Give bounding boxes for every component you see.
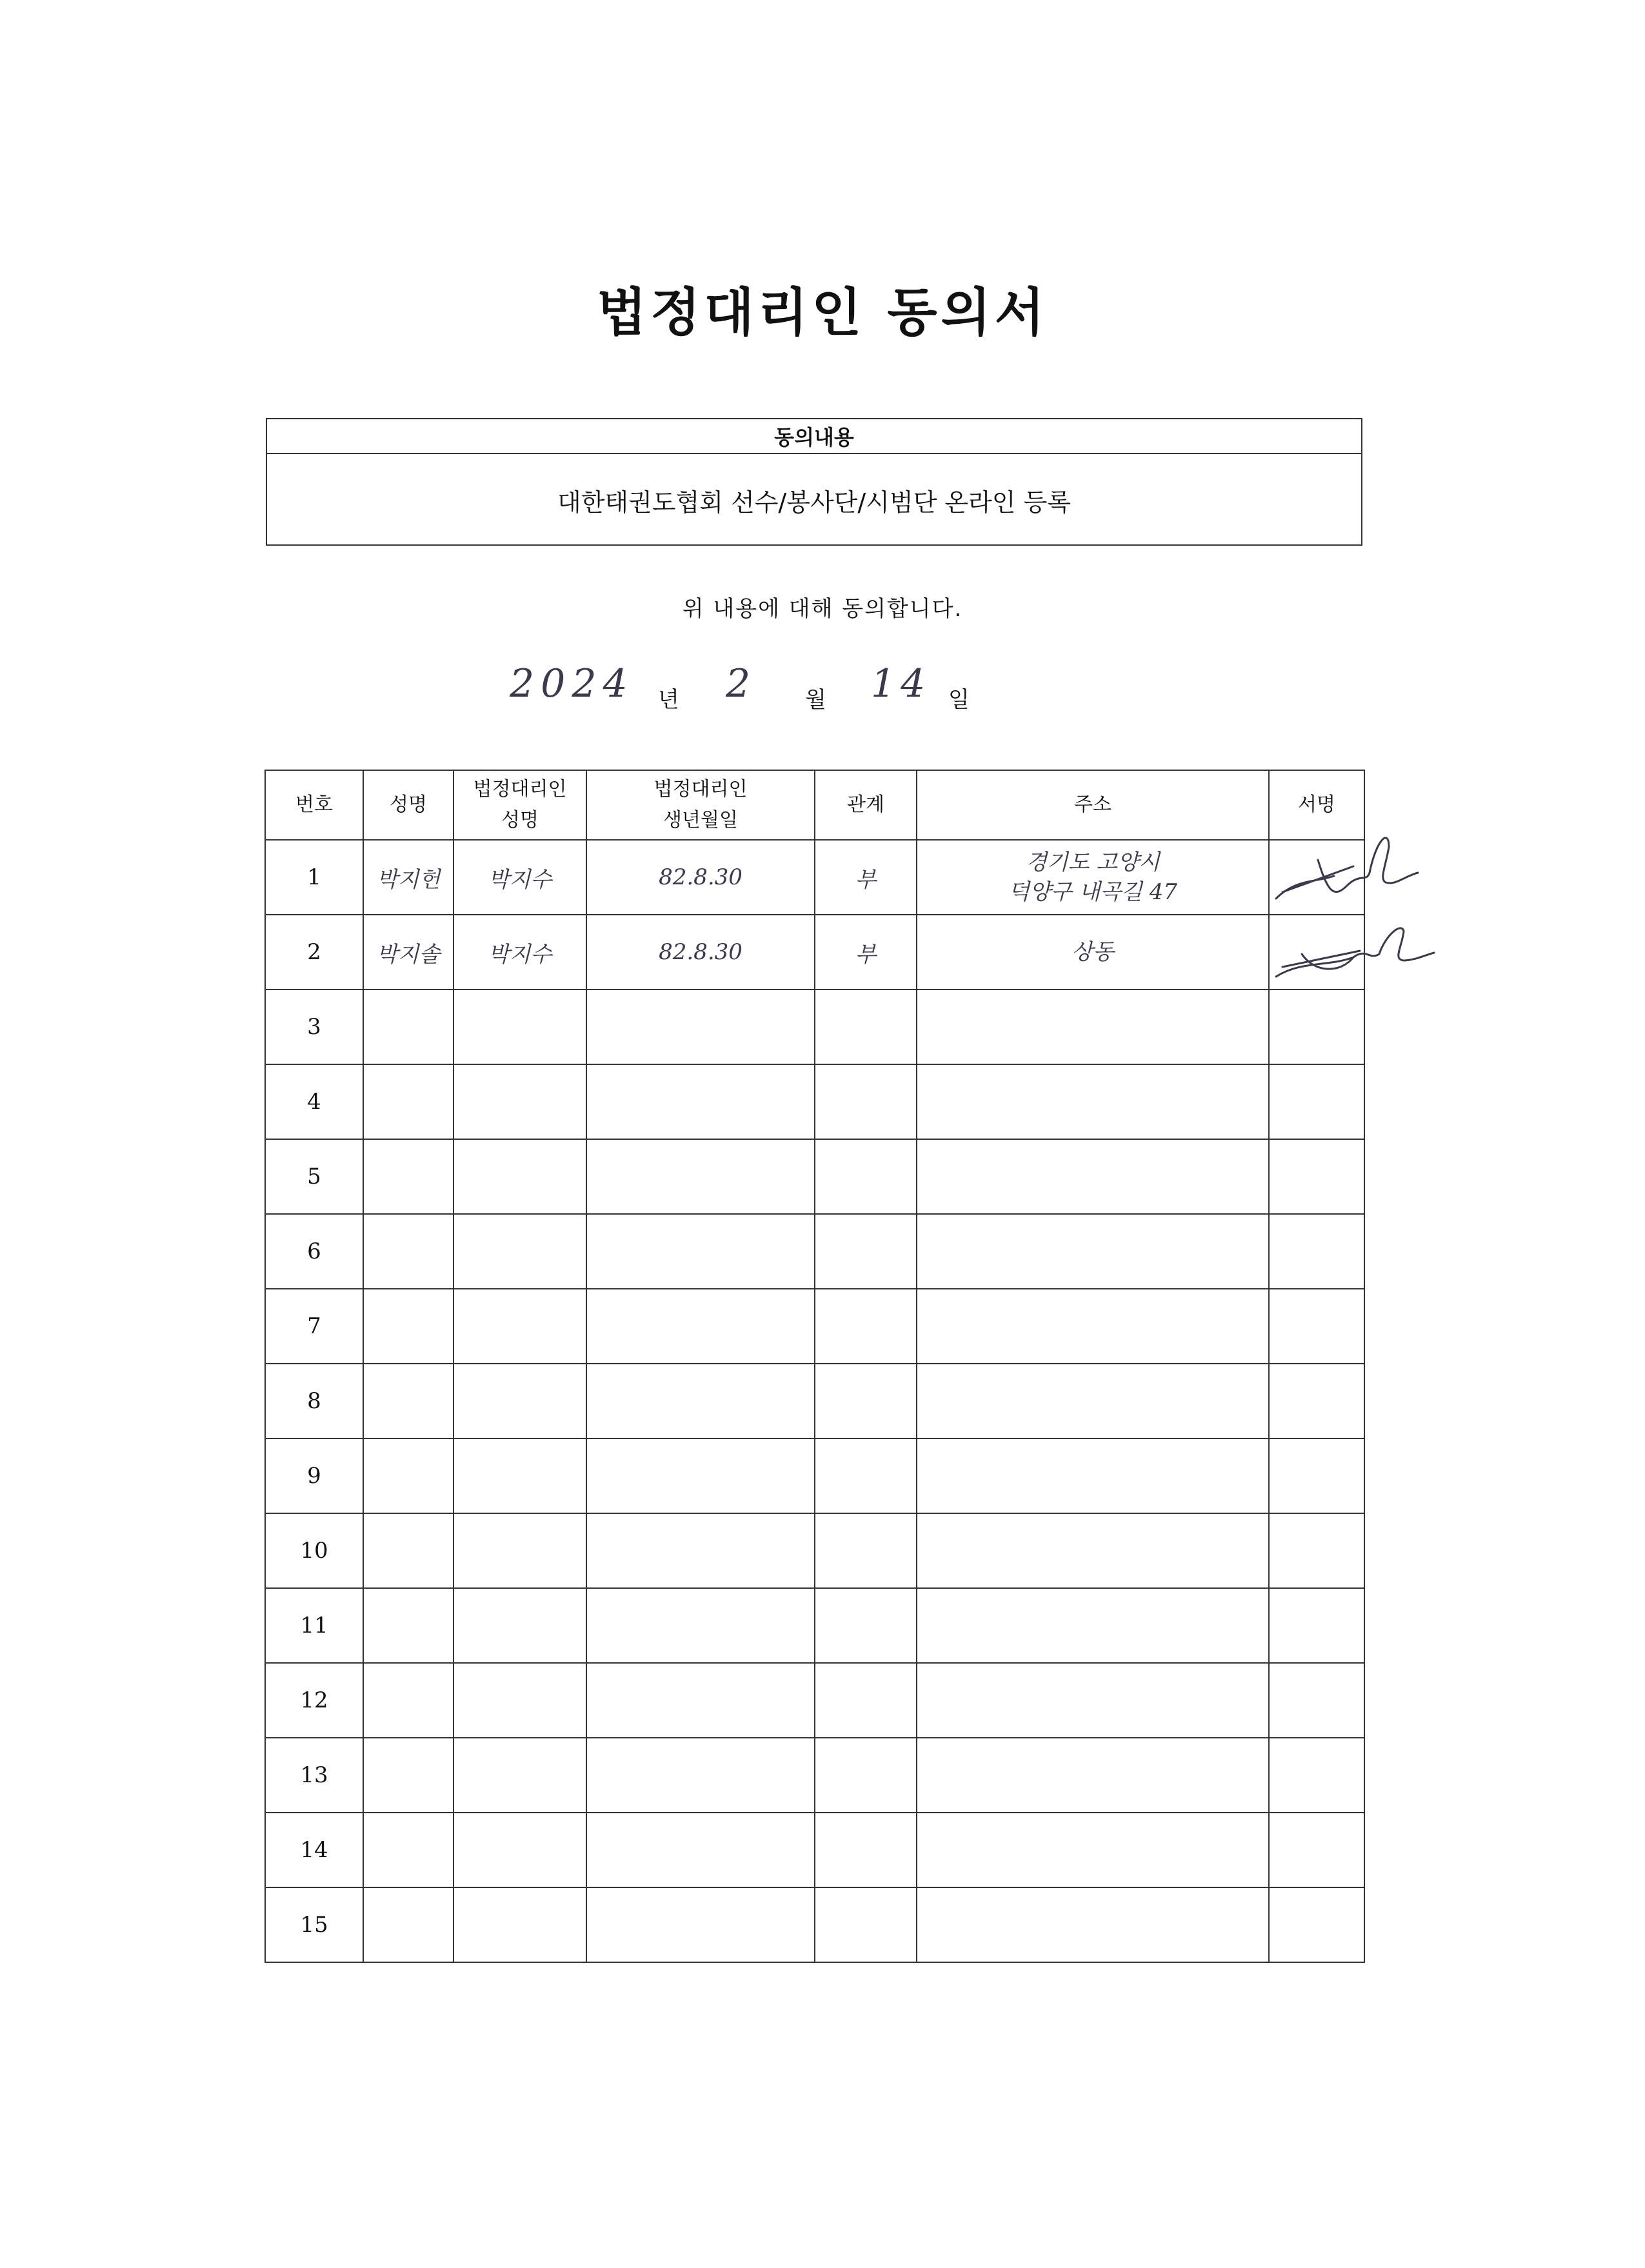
row-address [917, 990, 1269, 1064]
header-number: 번호 [265, 770, 363, 840]
date-month: 2 [726, 661, 751, 706]
row-number: 12 [265, 1663, 363, 1738]
row-guardian-name [454, 1813, 586, 1887]
row-signature [1269, 1813, 1364, 1887]
table-row [265, 840, 1364, 915]
row-number: 15 [265, 1887, 363, 1962]
row-address [917, 1513, 1269, 1588]
consent-box [266, 418, 1362, 546]
header-guardian-birth [586, 770, 815, 840]
row-guardian-name: 박지수 [454, 915, 586, 990]
row-guardian-birth [586, 1513, 815, 1588]
table-row [265, 990, 1364, 1064]
row-relation [815, 1214, 917, 1289]
header-name: 성명 [363, 770, 454, 840]
row-relation [815, 1663, 917, 1738]
row-address [917, 1438, 1269, 1513]
row-number: 2 [265, 915, 363, 990]
row-guardian-birth [586, 1588, 815, 1663]
row-guardian-birth [586, 1738, 815, 1813]
header-relation: 관계 [815, 770, 917, 840]
header-guardian-name-line2: 성명 [501, 809, 539, 831]
row-guardian-birth [586, 990, 815, 1064]
table-row [265, 1813, 1364, 1887]
row-guardian-birth: 82.8.30 [586, 915, 815, 990]
page-title: 법정대리인 동의서 [596, 283, 1049, 343]
table-row [265, 1139, 1364, 1214]
row-number: 9 [265, 1438, 363, 1513]
row-number: 6 [265, 1214, 363, 1289]
row-guardian-name [454, 990, 586, 1064]
date-day-unit: 일 [948, 687, 970, 713]
table-row [265, 1663, 1364, 1738]
row-relation [815, 1139, 917, 1214]
row-address [917, 1064, 1269, 1139]
header-address: 주소 [917, 770, 1269, 840]
header-guardian-birth-line1: 법정대리인 [653, 778, 748, 801]
row-signature [1269, 1289, 1364, 1364]
table-row [265, 1289, 1364, 1364]
row-signature [1269, 1438, 1364, 1513]
row-relation [815, 1588, 917, 1663]
row-name [363, 1289, 454, 1364]
row-guardian-birth [586, 1663, 815, 1738]
row-name: 박지헌 [363, 840, 454, 915]
table-row [265, 1513, 1364, 1588]
row-name [363, 990, 454, 1064]
row-guardian-name [454, 1364, 586, 1438]
row-number: 7 [265, 1289, 363, 1364]
row-address [917, 1813, 1269, 1887]
table-row [265, 1438, 1364, 1513]
row-guardian-birth [586, 1064, 815, 1139]
row-guardian-name [454, 1064, 586, 1139]
row-relation [815, 1813, 917, 1887]
row-signature [1269, 1513, 1364, 1588]
row-guardian-name [454, 1513, 586, 1588]
table-row [265, 1887, 1364, 1962]
row-number: 3 [265, 990, 363, 1064]
row-number: 8 [265, 1364, 363, 1438]
row-address [917, 840, 1269, 915]
row-guardian-birth [586, 1813, 815, 1887]
table-row [265, 1738, 1364, 1813]
row-name [363, 1139, 454, 1214]
consent-header: 동의내용 [267, 419, 1361, 454]
row-guardian-name [454, 1289, 586, 1364]
row-number: 5 [265, 1139, 363, 1214]
row-address-line1: 상동 [1072, 939, 1114, 965]
row-relation [815, 1513, 917, 1588]
row-signature [1269, 1887, 1364, 1962]
row-guardian-birth [586, 1214, 815, 1289]
row-relation [815, 1364, 917, 1438]
signature-stroke [1276, 928, 1434, 977]
row-guardian-name [454, 1438, 586, 1513]
row-guardian-birth [586, 1887, 815, 1962]
table-row [265, 1064, 1364, 1139]
row-guardian-name [454, 1663, 586, 1738]
row-name [363, 1064, 454, 1139]
row-address-line1: 경기도 고양시 [1026, 850, 1160, 875]
row-signature [1269, 1064, 1364, 1139]
row-guardian-name [454, 1588, 586, 1663]
row-relation [815, 1289, 917, 1364]
row-signature [1269, 990, 1364, 1064]
row-address [917, 1738, 1269, 1813]
row-guardian-birth [586, 1139, 815, 1214]
header-guardian-name-line1: 법정대리인 [473, 778, 567, 801]
row-signature [1269, 1364, 1364, 1438]
header-guardian-name [454, 770, 586, 840]
table-row [265, 1588, 1364, 1663]
row-address [917, 1364, 1269, 1438]
row-name [363, 1214, 454, 1289]
row-name [363, 1663, 454, 1738]
row-signature [1269, 1738, 1364, 1813]
row-name [363, 1364, 454, 1438]
row-name [363, 1438, 454, 1513]
row-number: 10 [265, 1513, 363, 1588]
date-day: 14 [871, 661, 931, 706]
row-guardian-birth [586, 1438, 815, 1513]
row-relation [815, 1887, 917, 1962]
header-guardian-birth-line2: 생년월일 [663, 809, 738, 831]
row-address [917, 915, 1269, 990]
row-relation: 부 [815, 915, 917, 990]
row-address-line2: 덕양구 내곡길 47 [1008, 879, 1177, 905]
row-signature [1269, 1663, 1364, 1738]
date-year-unit: 년 [658, 687, 679, 713]
row-number: 1 [265, 840, 363, 915]
row-address [917, 1887, 1269, 1962]
row-number: 11 [265, 1588, 363, 1663]
row-guardian-birth: 82.8.30 [586, 840, 815, 915]
row-name [363, 1588, 454, 1663]
row-name: 박지솔 [363, 915, 454, 990]
row-relation [815, 1738, 917, 1813]
row-guardian-name [454, 1738, 586, 1813]
row-address [917, 1139, 1269, 1214]
row-guardian-birth [586, 1364, 815, 1438]
table-row [265, 915, 1364, 990]
row-address [917, 1588, 1269, 1663]
row-signature [1269, 915, 1364, 990]
date-line [503, 661, 1148, 719]
row-signature [1269, 1588, 1364, 1663]
table-row [265, 1214, 1364, 1289]
row-number: 4 [265, 1064, 363, 1139]
row-address [917, 1214, 1269, 1289]
row-name [363, 1887, 454, 1962]
row-address [917, 1289, 1269, 1364]
row-relation [815, 1064, 917, 1139]
guardian-table [264, 770, 1365, 1963]
row-signature [1269, 1214, 1364, 1289]
row-guardian-name [454, 1214, 586, 1289]
row-number: 14 [265, 1813, 363, 1887]
row-guardian-birth [586, 1289, 815, 1364]
row-guardian-name [454, 1887, 586, 1962]
table-header-row [265, 770, 1364, 840]
row-name [363, 1738, 454, 1813]
row-guardian-name [454, 1139, 586, 1214]
header-signature: 서명 [1269, 770, 1364, 840]
row-signature [1269, 1139, 1364, 1214]
date-year: 2024 [510, 661, 634, 706]
row-relation [815, 990, 917, 1064]
row-guardian-name: 박지수 [454, 840, 586, 915]
agreement-text: 위 내용에 대해 동의합니다. [682, 596, 963, 622]
row-relation [815, 1438, 917, 1513]
date-month-unit: 월 [805, 687, 826, 713]
row-address [917, 1663, 1269, 1738]
consent-content: 대한태권도협회 선수/봉사단/시범단 온라인 등록 [557, 488, 1071, 517]
signature-stroke [1276, 838, 1418, 899]
row-name [363, 1813, 454, 1887]
table-row [265, 1364, 1364, 1438]
row-name [363, 1513, 454, 1588]
row-relation: 부 [815, 840, 917, 915]
row-number: 13 [265, 1738, 363, 1813]
